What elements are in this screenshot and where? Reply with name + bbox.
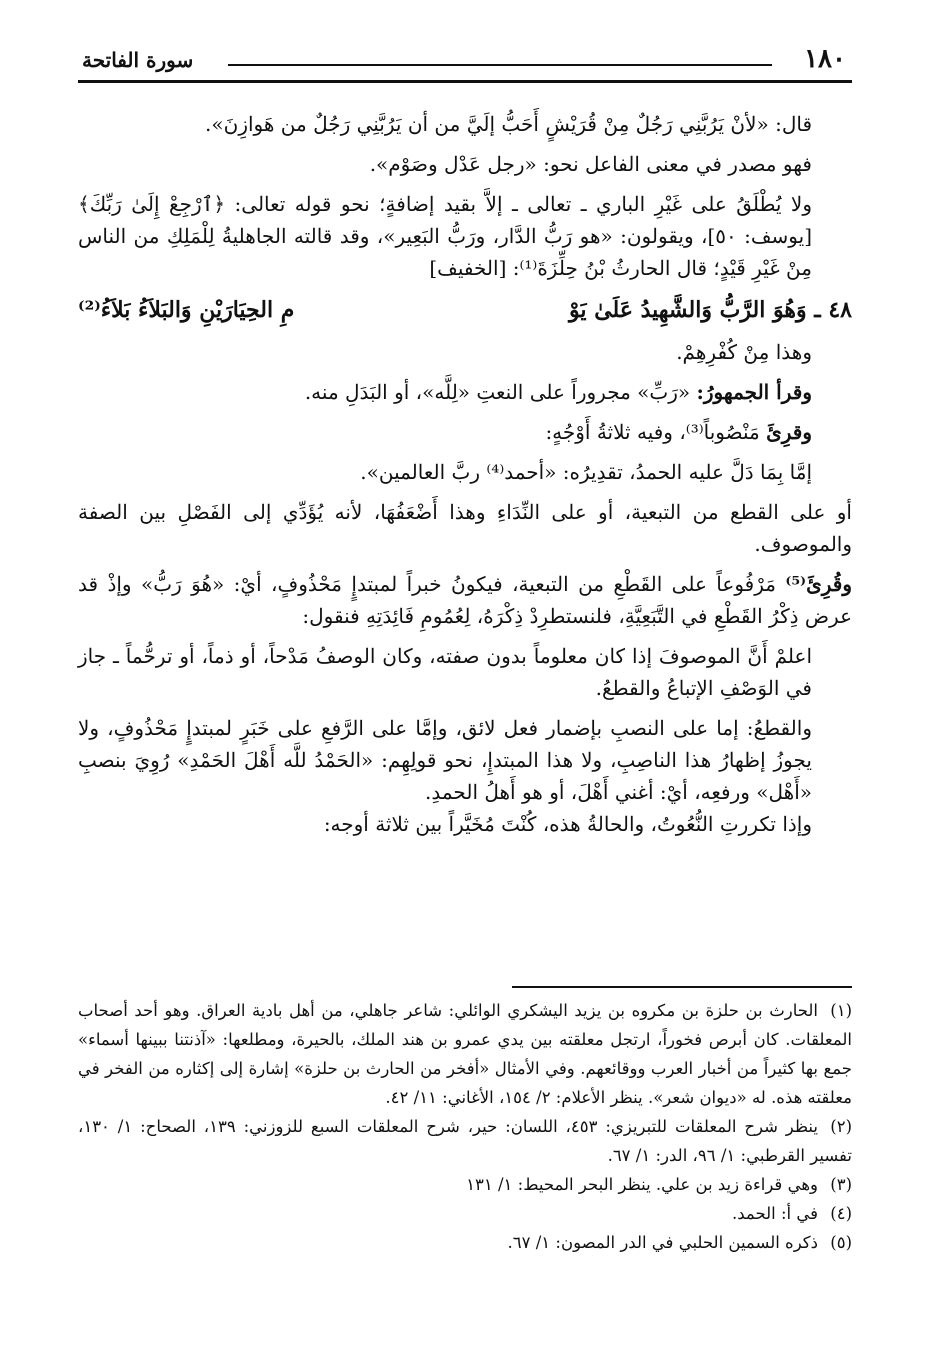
footnote-text: الحارث بن حلزة بن مكروه بن يزيد اليشكري الوائلي: شاعر جاهلي، من أهل بادية العراق. وهو أحد أصحاب المعلقات. كان أبرص فخوراً، ارتجل معلقته بين يدي عمرو بن هند الملك، بالحيرة، ومطلعها: «آذنتنا ببينها أسماء» جمع بها كثيراً من أخبار العرب ووقائعهم. وفي الأمثال «أفخر من الحارث بن حلزة» إشارة إلى إكثاره من الفخر في معلقته هذه. له «ديوان شعر». ينظر الأعلام: ٢/ ١٥٤، الأغاني: ١١/ ٤٢.	[78, 1001, 852, 1107]
hemistich-text: وَهُوَ الرَّبُّ وَالشَّهِيدُ عَلَىٰ يَوْ	[569, 297, 807, 323]
book-page	[78, 0, 852, 1367]
footnote-text: ذكره السمين الحلبي في الدر المصون: ١/ ٦٧.	[507, 1233, 818, 1252]
footnote	[78, 1112, 852, 1170]
verse-number: ٤٨ ـ	[814, 297, 852, 323]
paragraph	[78, 568, 852, 632]
paragraph	[78, 416, 852, 456]
header-rule	[78, 80, 852, 83]
footnote-number: (٤)	[830, 1204, 852, 1223]
paragraph: وإذا تكررتِ النُّعُوتُ، والحالةُ هذه، كُنْتَ مُخَيَّراً بين ثلاثة أوجه:	[323, 812, 812, 836]
paragraph-text: مَنْصُوباً⁽³⁾، وفيه ثلاثةُ أَوْجُهٍ:	[545, 420, 760, 444]
header-line	[228, 64, 772, 66]
verse-second-hemistich: مِ الحِيَارَيْنِ وَالبَلاَءُ بَلاَءُ⁽²⁾	[78, 297, 295, 323]
bold-lead: وقرِئَ	[766, 420, 812, 444]
footnote-text: في أ: الحمد.	[732, 1204, 818, 1223]
paragraph: ولا يُطْلَقُ على غَيْرِ الباري ـ تعالى ـ إلاَّ بقيد إضافةٍ؛ نحو قوله تعالى: ﴿ٱرْجِعْ إِلَىٰ رَبِّكَ﴾ [يوسف: ٥٠]، ويقولون: «هو رَبُّ الدَّار، ورَبُّ البَعِير»، وقد قالته الجاهليةُ لِلْمَلِكِ من الناس مِنْ غَيْرِ قَيْدٍ؛ قال الحارثُ بْنُ حِلِّزَةَ⁽¹⁾: [الخفيف]	[78, 192, 812, 280]
footnote	[78, 1199, 852, 1228]
paragraph: أو على القطع من التبعية، أو على النِّدَاءِ وهذا أَضْعَفُهَا، لأنه يُؤَدِّي إلى الفَصْلِ بين الصفة والموصوف.	[78, 500, 852, 556]
paragraph-text: «رَبِّ» مجروراً على النعتِ «لِلَّه»، أو البَدَلِ منه.	[304, 380, 691, 404]
footnote-separator	[512, 986, 852, 988]
bold-lead: وقرأ الجمهورُ:	[696, 380, 812, 404]
verse-first-hemistich	[569, 290, 852, 330]
paragraph: إمَّا بِمَا دَلَّ عليه الحمدُ، تقدِيرُه: «أحمد⁽⁴⁾ ربَّ العالمين».	[360, 460, 812, 484]
paragraph	[78, 376, 852, 416]
page-number: ١٨٠	[804, 44, 846, 74]
chapter-title: سورة الفاتحة	[82, 48, 194, 72]
paragraph: وهذا مِنْ كُفْرِهِمْ.	[676, 340, 812, 364]
footnote	[78, 1228, 852, 1257]
footnote	[78, 996, 852, 1112]
running-header	[78, 44, 852, 84]
footnote-number: (٣)	[830, 1175, 852, 1194]
paragraph: اعلمْ أَنَّ الموصوفَ إذا كان معلوماً بدون صفته، وكان الوصفُ مَدْحاً، أو ذماً، أو ترحُّماً ـ جاز في الوَصْفِ الإتباعُ والقطعُ.	[78, 644, 812, 700]
footnotes	[78, 996, 852, 1257]
poetry-verse	[78, 290, 852, 330]
paragraph: فهو مصدر في معنى الفاعل نحو: «رجل عَدْل وصَوْم».	[369, 152, 812, 176]
footnote-number: (٥)	[830, 1233, 852, 1252]
bold-lead: وقُرِئَ⁽⁵⁾	[785, 572, 852, 596]
footnote-number: (٢)	[830, 1117, 852, 1136]
paragraph: قال: «لأنْ يَرُبَّنِي رَجُلٌ مِنْ قُرَيْشٍ أَحَبُّ إلَيَّ من أن يَرُبَّنِي رَجُلٌ من هَوازِنَ».	[205, 112, 812, 136]
main-text	[78, 108, 852, 840]
footnote-number: (١)	[830, 1001, 852, 1020]
footnote-text: وهي قراءة زيد بن علي. ينظر البحر المحيط: ١/ ١٣١	[466, 1175, 818, 1194]
paragraph: والقطعُ: إما على النصبِ بإضمار فعل لائق، وإمَّا على الرَّفعِ على خَبَرٍ لمبتدإٍ مَحْذُوفٍ، ولا يجوزُ إظهارُ هذا الناصِبِ، ولا هذا المبتدإِ، نحو قولِهِم: «الحَمْدُ للَّه أَهْلَ الحَمْدِ» رُوِيَ بنصبِ «أَهْل» ورفعِه، أيْ: أغني أَهْلَ، أو هو أَهلُ الحمدِ.	[78, 716, 812, 804]
paragraph-text: مَرْفُوعاً على القَطْعِ من التبعية، فيكونُ خبراً لمبتدإٍ مَحْذُوفٍ، أيْ: «هُوَ رَبُّ» وإذْ قد عرض ذِكْرُ القَطْعِ في التَّبَعِيَّةِ، فلنستطرِدْ ذِكْرَهُ، لِعُمُومِ فَائِدَتِهِ فنقول:	[78, 572, 852, 628]
footnote-text: ينظر شرح المعلقات للتبريزي: ٤٥٣، اللسان: حير، شرح المعلقات السبع للزوزني: ١٣٩، الصحاح: ١/ ١٣٠، تفسير القرطبي: ١/ ٩٦، الدر: ١/ ٦٧.	[78, 1117, 852, 1165]
footnote	[78, 1170, 852, 1199]
